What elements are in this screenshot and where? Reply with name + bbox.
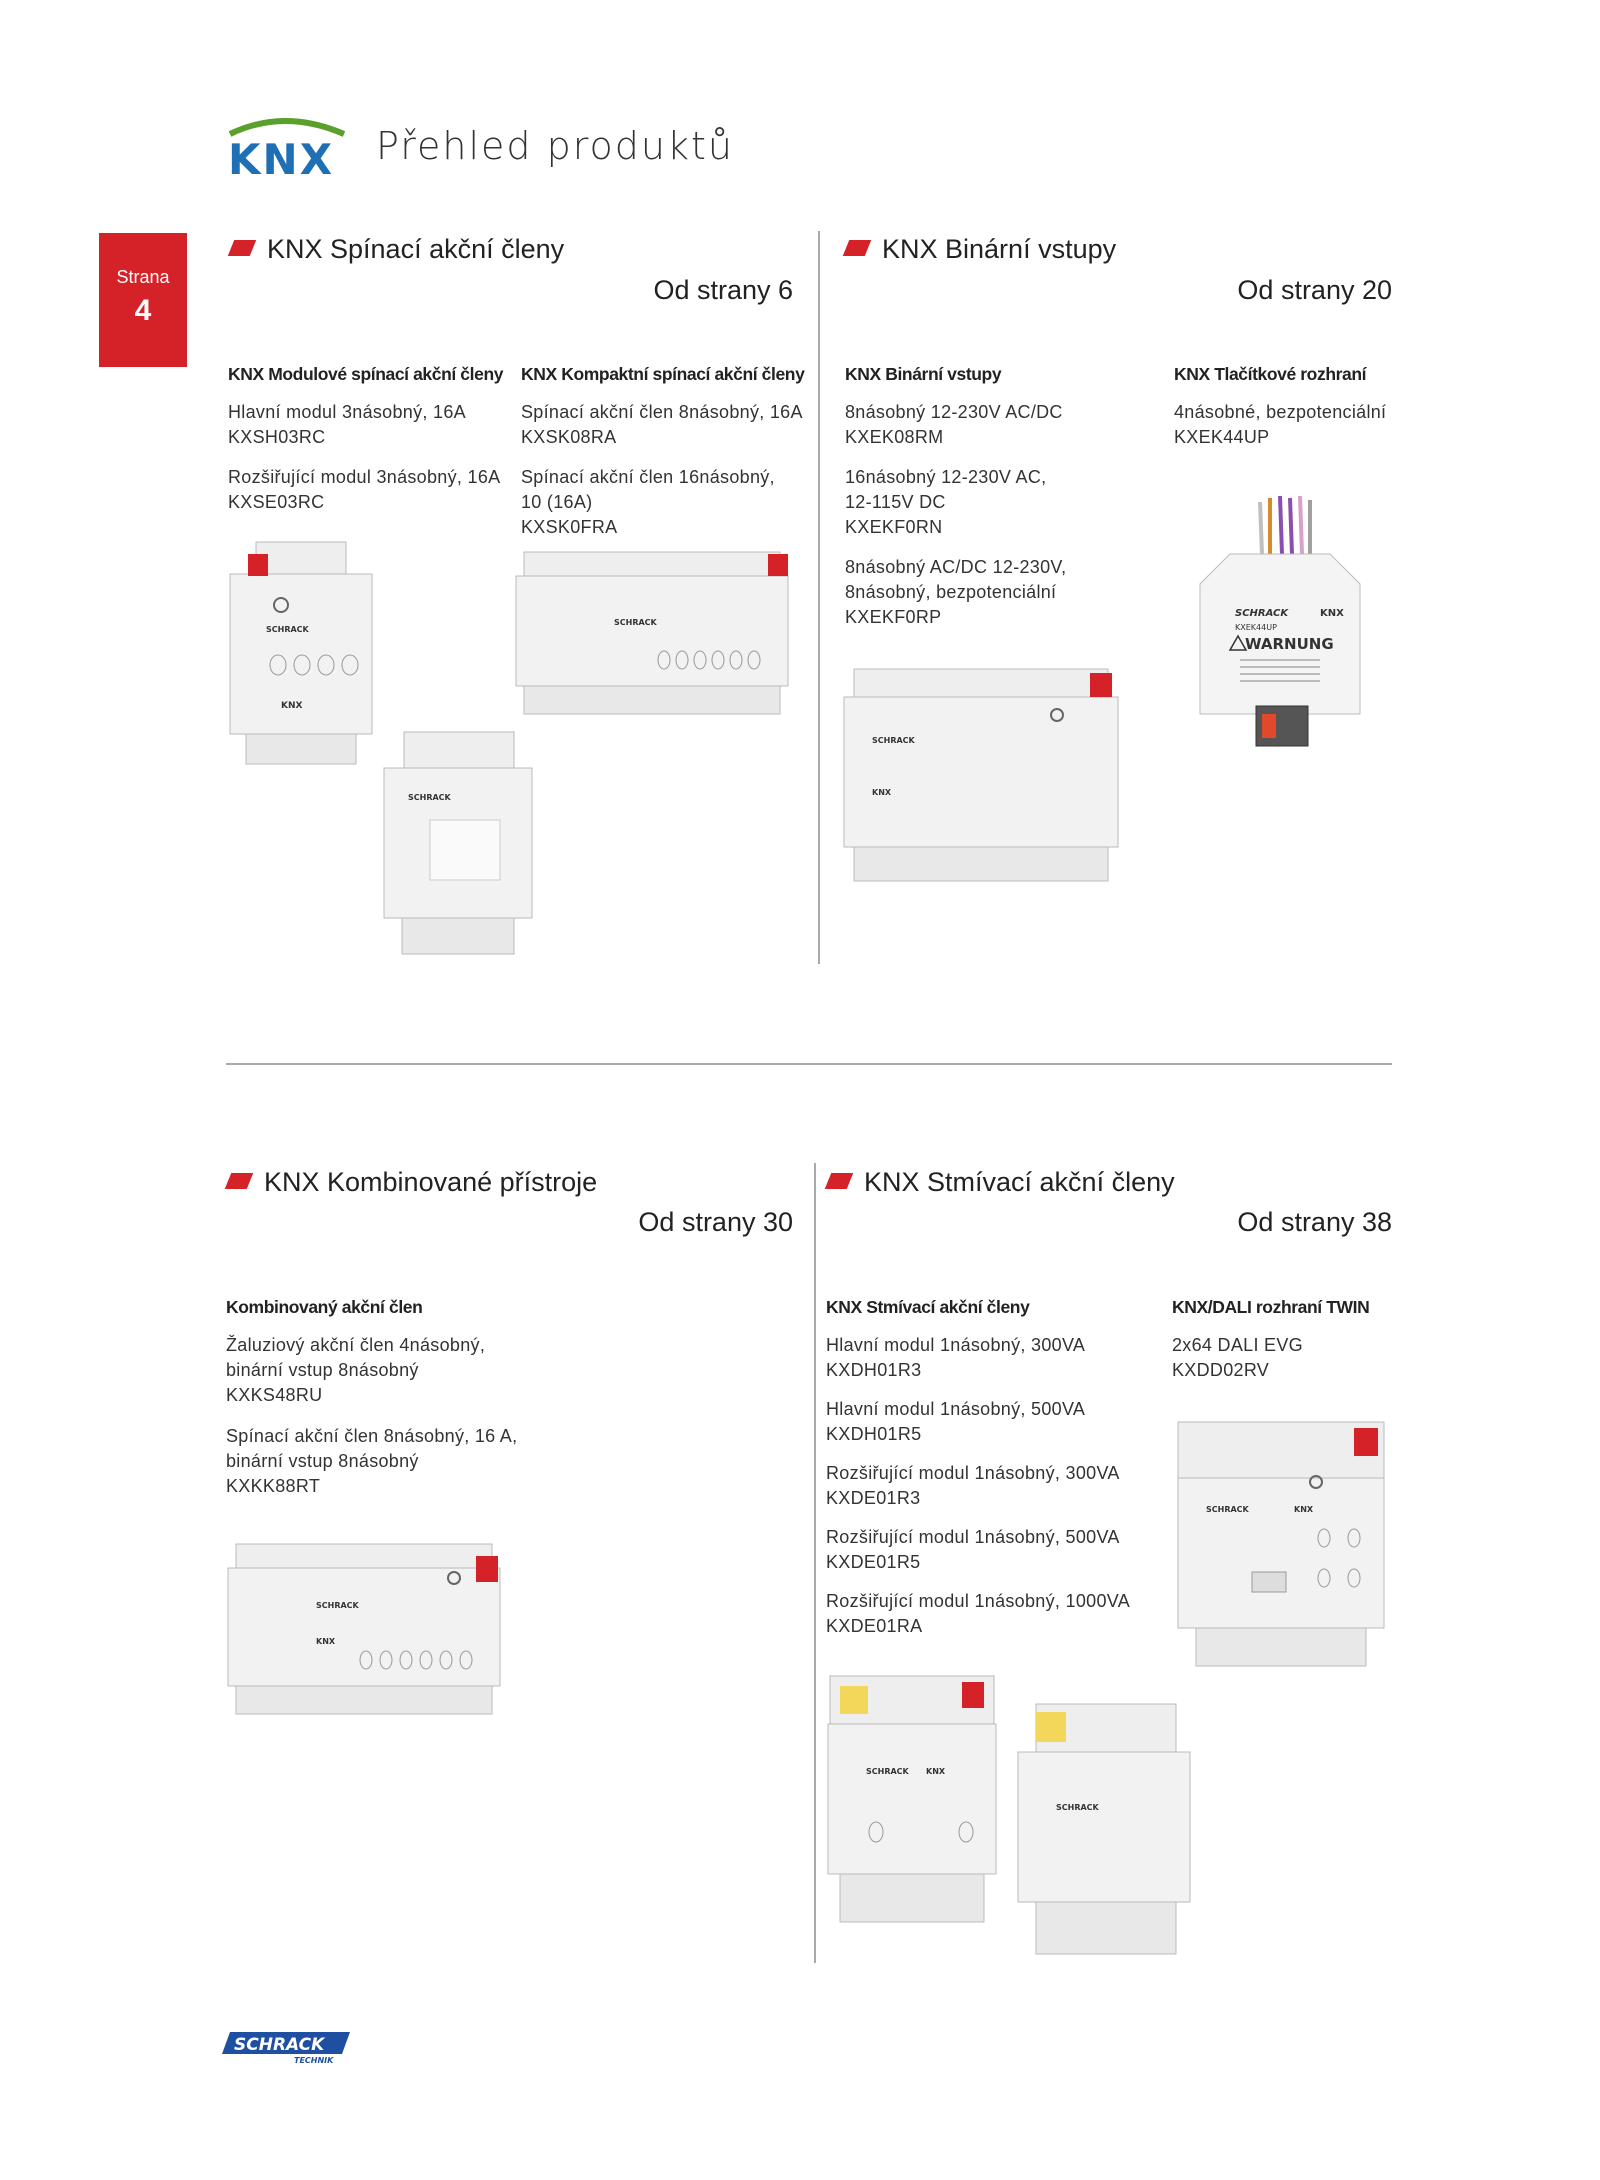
red-marker-icon <box>843 240 871 256</box>
product-item: Rozšiřující modul 1násobný, 300VA KXDE01R3 <box>826 1463 1120 1508</box>
section-page-ref-switching: Od strany 6 <box>653 275 793 305</box>
product-image-kxde01r3 <box>1016 1700 1192 1960</box>
knx-logo <box>224 112 350 182</box>
page-number-tab <box>99 233 187 367</box>
svg-text:SCHRACK: SCHRACK <box>266 625 309 634</box>
group-heading: KNX Tlačítkové rozhraní <box>1174 364 1367 384</box>
product-item: 2x64 DALI EVG KXDD02RV <box>1172 1335 1303 1380</box>
page-tab-label: Strana <box>116 267 170 287</box>
schrack-logo <box>222 2030 352 2064</box>
group-heading: KNX Stmívací akční členy <box>826 1297 1030 1317</box>
product-item: Hlavní modul 3násobný, 16A KXSH03RC <box>228 402 466 447</box>
red-terminal-icon <box>1354 1428 1378 1456</box>
svg-text:KXEK44UP: KXEK44UP <box>1235 623 1277 632</box>
red-terminal-icon <box>962 1682 984 1708</box>
svg-text:SCHRACK: SCHRACK <box>1056 1803 1099 1812</box>
svg-text:KNX: KNX <box>316 1637 336 1646</box>
product-image-kxsh03rc <box>226 540 376 770</box>
red-marker-icon <box>225 1173 253 1189</box>
svg-text:SCHRACK: SCHRACK <box>1235 608 1289 619</box>
page-tab-number: 4 <box>134 294 152 327</box>
section-page-ref-binary: Od strany 20 <box>1237 275 1392 305</box>
section-title-dimming: KNX Stmívací akční členy <box>828 1167 1175 1198</box>
svg-text:SCHRACK: SCHRACK <box>866 1767 909 1776</box>
svg-text:SCHRACK: SCHRACK <box>1206 1505 1249 1514</box>
logo-text: KNX <box>228 135 335 182</box>
column-divider-bottom <box>814 1163 816 1963</box>
svg-text:KNX: KNX <box>926 1767 946 1776</box>
product-item: Spínací akční člen 8násobný, 16 A, binární vstup 8násobný KXKK88RT <box>226 1426 518 1496</box>
svg-text:SCHRACK: SCHRACK <box>614 618 657 627</box>
svg-text:SCHRACK: SCHRACK <box>408 793 451 802</box>
group-heading: KNX Modulové spínací akční členy <box>228 364 504 384</box>
product-item: 8násobný 12-230V AC/DC KXEK08RM <box>845 402 1063 447</box>
product-image-kxks48ru <box>226 1540 502 1720</box>
svg-text:KNX: KNX <box>1294 1505 1314 1514</box>
section-title-switching: KNX Spínací akční členy <box>231 234 564 265</box>
svg-text:SCHRACK: SCHRACK <box>234 2035 325 2055</box>
product-item: Žaluziový akční člen 4násobný, binární vstup 8násobný KXKS48RU <box>226 1335 486 1405</box>
red-connector-icon <box>1262 714 1276 738</box>
group-heading: KNX/DALI rozhraní TWIN <box>1172 1297 1370 1317</box>
svg-text:KNX: KNX <box>1320 608 1344 619</box>
product-image-kxek44up <box>1190 494 1370 764</box>
svg-text:KNX: KNX <box>281 701 303 711</box>
product-item: Rozšiřující modul 1násobný, 500VA KXDE01R5 <box>826 1527 1120 1572</box>
product-item: 4násobné, bezpotenciální KXEK44UP <box>1174 402 1387 447</box>
group-heading: KNX Binární vstupy <box>845 364 1002 384</box>
yellow-terminal-icon <box>840 1686 868 1714</box>
red-terminal-icon <box>248 554 268 576</box>
product-image-kxdh01r3 <box>826 1672 998 1928</box>
red-terminal-icon <box>1090 673 1112 697</box>
svg-text:KNX: KNX <box>872 788 892 797</box>
product-item: Hlavní modul 1násobný, 500VA KXDH01R5 <box>826 1399 1086 1444</box>
red-terminal-icon <box>476 1556 498 1582</box>
page-title: Přehled produktů <box>376 124 734 168</box>
red-terminal-icon <box>768 554 788 576</box>
section-page-ref-combined: Od strany 30 <box>638 1207 793 1237</box>
product-item: Rozšiřující modul 1násobný, 1000VA KXDE01RA <box>826 1591 1131 1636</box>
svg-text:WARNUNG: WARNUNG <box>1245 635 1334 653</box>
group-heading: KNX Kompaktní spínací akční členy <box>521 364 805 384</box>
logo-arc-icon <box>230 121 344 134</box>
section-title-binary: KNX Binární vstupy <box>846 234 1116 265</box>
product-item: 8násobný AC/DC 12-230V, 8násobný, bezpotenciální KXEKF0RP <box>845 557 1067 627</box>
product-image-kxsk08ra <box>514 550 790 720</box>
product-image-kxdd02rv <box>1174 1418 1388 1672</box>
product-item: Rozšiřující modul 3násobný, 16A KXSE03RC <box>228 467 501 512</box>
product-item: Spínací akční člen 16násobný, 10 (16A) KXSK0FRA <box>521 467 775 537</box>
product-item: 16násobný 12-230V AC, 12-115V DC KXEKF0RN <box>845 467 1047 537</box>
product-image-kxek08rm <box>842 665 1120 887</box>
column-divider-top <box>818 231 820 964</box>
product-item: Hlavní modul 1násobný, 300VA KXDH01R3 <box>826 1335 1086 1380</box>
svg-text:TECHNIK: TECHNIK <box>294 2056 334 2064</box>
svg-text:SCHRACK: SCHRACK <box>872 736 915 745</box>
red-marker-icon <box>825 1173 853 1189</box>
red-marker-icon <box>228 240 256 256</box>
section-title-combined: KNX Kombinované přístroje <box>228 1167 597 1198</box>
product-image-kxse03rc <box>380 730 536 960</box>
yellow-terminal-icon <box>1036 1712 1066 1742</box>
group-heading: Kombinovaný akční člen <box>226 1297 423 1317</box>
section-page-ref-dimming: Od strany 38 <box>1237 1207 1392 1237</box>
svg-text:SCHRACK: SCHRACK <box>316 1601 359 1610</box>
section-divider <box>226 1063 1392 1065</box>
product-item: Spínací akční člen 8násobný, 16A KXSK08RA <box>521 402 803 447</box>
